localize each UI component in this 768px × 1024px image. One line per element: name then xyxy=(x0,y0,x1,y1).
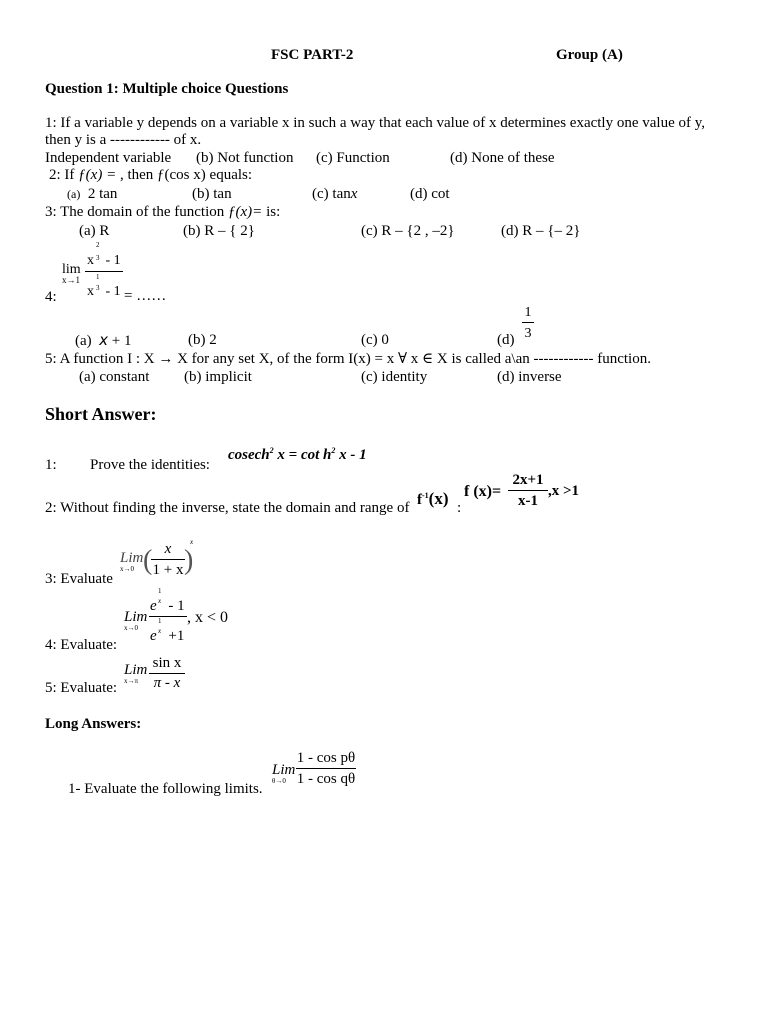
mcq-q4-option-d-num: 1 xyxy=(522,305,534,323)
mcq-q4-option-d-fraction xyxy=(522,305,534,342)
mcq-q4-den-exp-bot: 3 xyxy=(96,284,100,292)
short-q3-denominator: 1 + x xyxy=(152,562,184,578)
mcq-q2-option-b: (b) tan xyxy=(192,186,232,202)
mcq-q3-option-b: (b) R – { 2} xyxy=(183,223,255,239)
short-q5-lim-word: Lim xyxy=(124,662,148,678)
short-q4-denominator xyxy=(149,617,187,645)
mcq-q1-text-line2: then y is a ------------ of x. xyxy=(45,132,202,148)
mcq-q2-option-c xyxy=(312,185,357,203)
mcq-q4-option-d-den: 3 xyxy=(524,326,532,341)
short-q5-numerator: sin x xyxy=(149,655,185,674)
short-q3-lim-word: Lim xyxy=(120,550,144,566)
long-answer-heading: Long Answers: xyxy=(45,716,142,732)
short-q1-num: 1: xyxy=(45,457,57,473)
short-q2-text: 2: Without finding the inverse, state the domain and range of xyxy=(45,500,410,516)
long-q1-text: 1- Evaluate the following limits. xyxy=(68,781,263,797)
short-q3-lim-sub: x→0 xyxy=(120,565,134,573)
short-q3-numerator: x xyxy=(151,541,185,560)
mcq-q4-den-tail: - 1 xyxy=(102,284,121,299)
short-answer-heading: Short Answer: xyxy=(45,404,157,424)
mcq-q3-option-c: (c) R – {2 , –2} xyxy=(361,223,455,239)
long-q1-lim xyxy=(272,762,295,785)
short-q2-inv-arg: (x) xyxy=(428,489,449,508)
long-q1-lim-sub: θ→0 xyxy=(272,777,286,785)
short-q4-den-tail: +1 xyxy=(164,628,185,644)
mcq-q4-lim-sub: x→1 xyxy=(62,275,80,285)
short-q5-text: 5: Evaluate: xyxy=(45,680,118,696)
mcq-q4-option-c: (c) 0 xyxy=(361,332,389,348)
mcq-q4-option-d-label: (d) xyxy=(497,332,515,348)
mcq-q2-option-d: (d) cot xyxy=(410,186,450,202)
short-q2-numerator: 2x+1 xyxy=(508,472,548,491)
mcq-q1-option-d: (d) None of these xyxy=(450,150,555,166)
short-q4-num-base: e xyxy=(150,598,157,614)
mcq-q2-option-c-text: (c) tan xyxy=(312,186,351,202)
short-q2-inv-exp: -1 xyxy=(422,491,429,500)
mcq-q4-den-base: x xyxy=(87,284,94,299)
mcq-q4-option-a-label: (a) xyxy=(75,333,92,349)
short-q1-text: Prove the identities: xyxy=(90,457,210,473)
short-q4-num-exp-top: 1 xyxy=(158,587,162,595)
mcq-q2-option-c-var: x xyxy=(350,186,358,202)
mcq-q3-option-a: (a) R xyxy=(79,223,110,239)
mcq-q4-lim-word: lim xyxy=(62,262,81,277)
group-label: Group (A) xyxy=(556,47,623,63)
short-q4-den-exp-bot: x xyxy=(158,627,162,635)
mcq-q1-option-b: (b) Not function xyxy=(196,150,294,166)
short-q2-condition: ,x >1 xyxy=(548,483,580,499)
short-q4-num-exp-bot: x xyxy=(158,597,162,605)
mcq-q3-option-d: (d) R – {– 2} xyxy=(501,223,581,239)
long-q1-denominator: 1 - cos qθ xyxy=(296,771,356,787)
short-q4-lim xyxy=(124,609,147,632)
short-q4-text: 4: Evaluate: xyxy=(45,637,118,653)
mcq-q1-option-c: (c) Function xyxy=(316,150,390,166)
mcq-q4-den-exp-top: 1 xyxy=(96,273,100,281)
short-q5-denominator: π - x xyxy=(153,675,181,691)
mcq-q4-option-a-tail: + 1 xyxy=(111,333,132,349)
mcq-q3-question xyxy=(45,203,280,221)
mcq-q5-option-a: (a) constant xyxy=(79,369,150,385)
short-q4-den-exp-top: 1 xyxy=(158,617,162,625)
mcq-q2-func: ƒ(x) = xyxy=(78,167,117,183)
mcq-q3-prefix: 3: The domain of the function xyxy=(45,204,225,220)
short-q4-fraction xyxy=(149,586,187,645)
short-q2-denominator: x-1 xyxy=(518,493,538,509)
mcq-q4-numerator xyxy=(85,241,123,272)
long-q1-fraction xyxy=(296,750,356,788)
short-q4-num-tail: - 1 xyxy=(164,598,185,614)
short-q3-text: 3: Evaluate xyxy=(45,571,113,587)
long-q1-numerator: 1 - cos pθ xyxy=(296,750,356,769)
mcq-q3-suffix: is: xyxy=(266,204,281,220)
short-q4-den-base: e xyxy=(150,628,157,644)
mcq-q4-option-a xyxy=(75,331,132,350)
short-q2-function: f (x)= xyxy=(464,483,502,500)
short-q1-formula-a: cosech xyxy=(228,447,270,463)
mcq-q3-func: ƒ(x)= xyxy=(228,204,263,220)
short-q3-lim xyxy=(120,550,143,573)
mcq-q2-mid: , then xyxy=(119,167,154,183)
mcq-q2-option-a-label: (a) xyxy=(67,187,81,201)
short-q4-lim-sub: x→0 xyxy=(124,624,138,632)
mcq-q5-text: 5: A function I : X → X for any set X, of the form I(x) = x ∀ x ∈ X is called a\an ------------ function. xyxy=(45,351,651,367)
short-q1-formula xyxy=(228,446,367,464)
short-q4-lim-word: Lim xyxy=(124,609,148,625)
mcq-q4-fraction xyxy=(85,241,123,300)
mcq-q4-equals: = …… xyxy=(124,288,167,304)
short-q3-paren-left: ( xyxy=(143,545,153,576)
mcq-q4-option-b: (b) 2 xyxy=(188,332,217,348)
document-title: FSC PART-2 xyxy=(271,47,354,63)
short-q3-paren-right: ) xyxy=(184,545,194,576)
mcq-q2-prefix: 2: If xyxy=(49,167,75,183)
short-q1-formula-c: x - 1 xyxy=(339,447,367,463)
mcq-q1-option-a: Independent variable xyxy=(45,150,172,166)
short-q2-fraction xyxy=(508,472,548,510)
mcq-heading: Question 1: Multiple choice Questions xyxy=(45,81,289,97)
mcq-q4-num-tail: - 1 xyxy=(102,253,121,268)
mcq-q2-option-a-text: 2 tan xyxy=(87,186,118,202)
short-q2-inv-f: f xyxy=(417,492,422,508)
short-q5-fraction xyxy=(149,655,185,692)
mcq-q4-num-base: x xyxy=(87,253,94,268)
mcq-q2-suffix: equals: xyxy=(209,167,253,183)
mcq-q5-option-b: (b) implicit xyxy=(184,369,252,385)
short-q3-fraction xyxy=(151,541,185,579)
mcq-q4-num-exp-bot: 3 xyxy=(96,254,100,262)
short-q2-colon: : xyxy=(457,500,462,516)
short-q2-inverse xyxy=(417,489,449,509)
mcq-q2-func2: ƒ(cos x) xyxy=(157,167,206,183)
long-q1-lim-word: Lim xyxy=(272,762,296,778)
short-q1-formula-b-exp: 2 xyxy=(331,446,336,455)
mcq-q4-lim xyxy=(62,262,81,285)
short-q1-formula-a-exp: 2 xyxy=(269,446,274,455)
mcq-q4-label: 4: xyxy=(45,289,57,305)
short-q1-formula-b: x = cot h xyxy=(277,447,332,463)
mcq-q2-option-a xyxy=(67,185,117,203)
short-q3-exponent: x xyxy=(190,538,194,546)
short-q5-lim xyxy=(124,662,147,685)
short-q4-numerator xyxy=(149,586,187,617)
short-q4-condition: , x < 0 xyxy=(187,609,229,626)
mcq-q4-num-exp-top: 2 xyxy=(96,241,100,249)
mcq-q4-option-a-var: x xyxy=(99,331,109,349)
mcq-q4-denominator xyxy=(85,272,123,300)
mcq-q1-text-line1: 1: If a variable y depends on a variable x in such a way that each value of x determines exactly one value of y, xyxy=(45,115,706,131)
mcq-q5-option-d: (d) inverse xyxy=(497,369,562,385)
short-q5-lim-sub: x→π xyxy=(124,677,139,685)
mcq-q2-question xyxy=(49,166,252,184)
mcq-q5-option-c: (c) identity xyxy=(361,369,428,385)
